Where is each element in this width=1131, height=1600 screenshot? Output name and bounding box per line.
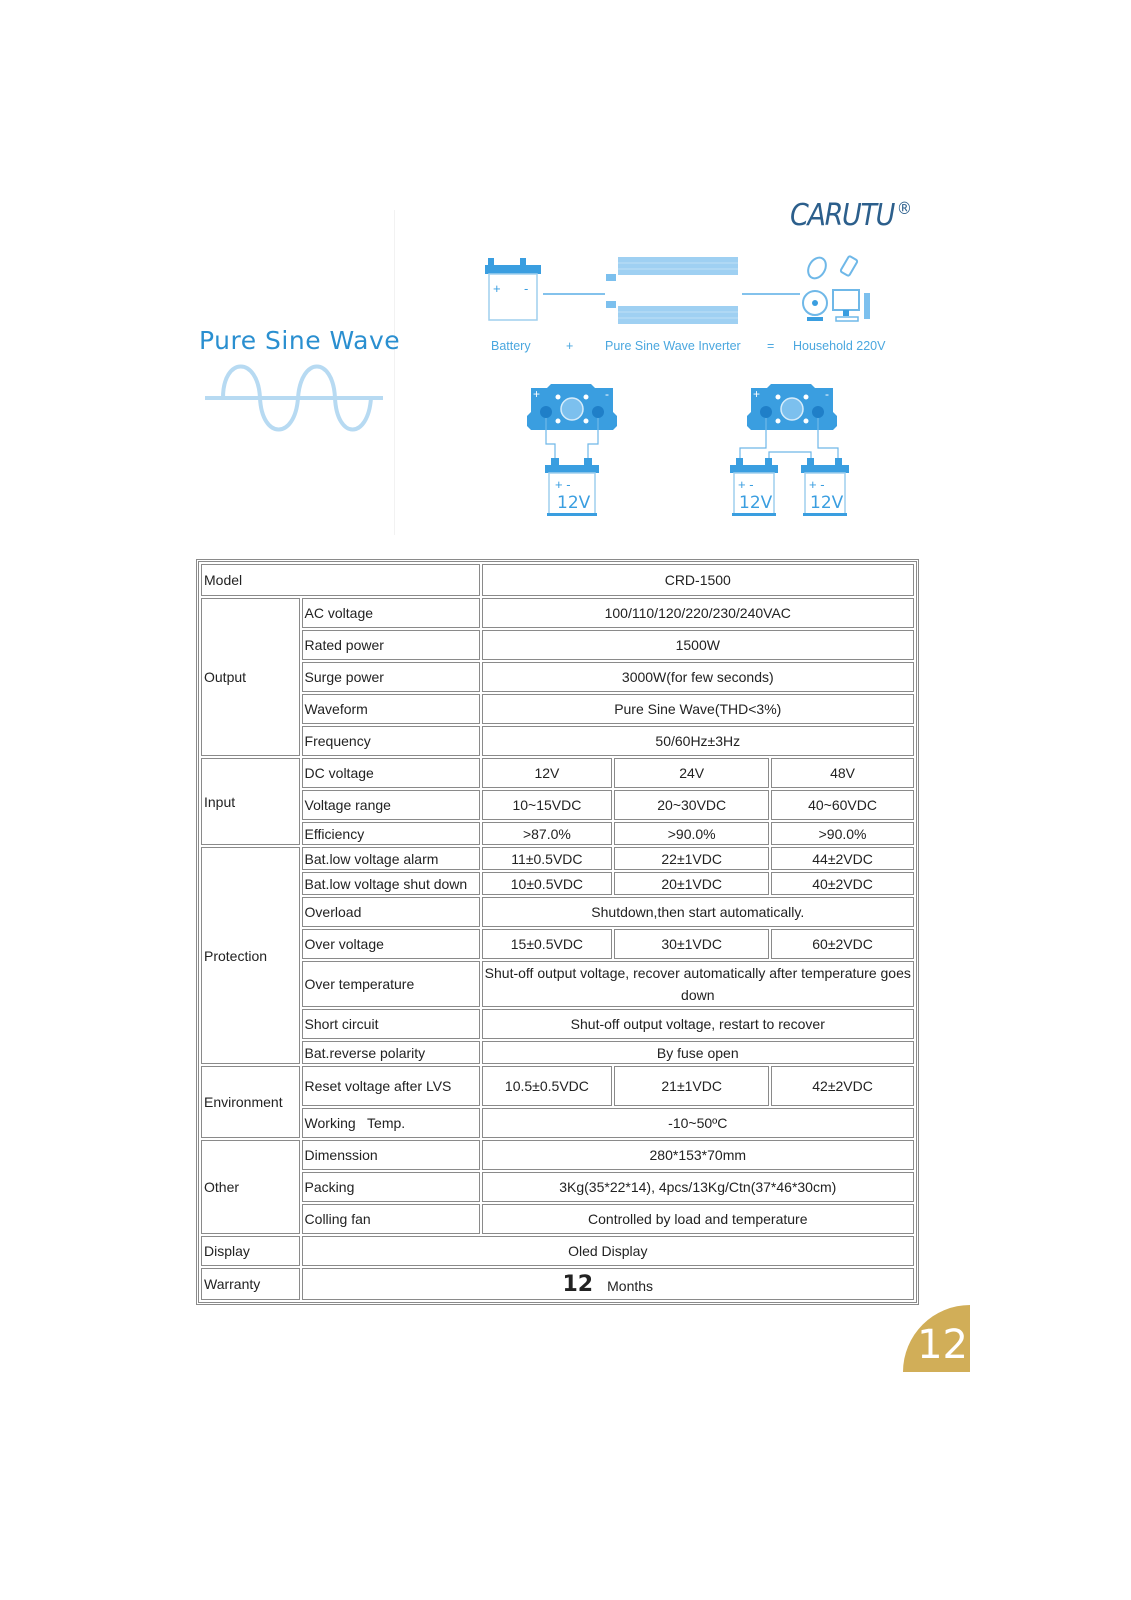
label-plus: + bbox=[566, 339, 574, 353]
value-12v: 15±0.5VDC bbox=[482, 929, 613, 959]
table-row bbox=[201, 758, 914, 788]
row-label: Bat.low voltage shut down bbox=[302, 872, 480, 895]
row-label: Bat.reverse polarity bbox=[302, 1041, 480, 1064]
row-label: Efficiency bbox=[302, 822, 480, 845]
value-12v: >87.0% bbox=[482, 822, 613, 845]
svg-text:-: - bbox=[825, 387, 829, 401]
warranty-unit: Months bbox=[607, 1277, 654, 1294]
value-12v: 10~15VDC bbox=[482, 790, 613, 820]
battery-12v-icon bbox=[545, 458, 599, 516]
table-row bbox=[201, 1108, 914, 1138]
row-label: Waveform bbox=[302, 694, 480, 724]
table-row bbox=[201, 1041, 914, 1064]
battery-12v-icon bbox=[801, 458, 849, 516]
table-row bbox=[201, 1204, 914, 1234]
table-row bbox=[201, 1066, 914, 1106]
svg-text:+ -: + - bbox=[738, 477, 754, 492]
value-12v: 10.5±0.5VDC bbox=[482, 1066, 613, 1106]
value-48v: 60±2VDC bbox=[771, 929, 914, 959]
row-label: Rated power bbox=[302, 630, 480, 660]
svg-text:+ -: + - bbox=[555, 477, 571, 492]
group-warranty: Warranty bbox=[201, 1268, 300, 1300]
registered-mark: ® bbox=[896, 199, 913, 219]
divider bbox=[394, 210, 395, 535]
group-environment: Environment bbox=[201, 1066, 300, 1138]
display-value: Oled Display bbox=[302, 1236, 914, 1266]
row-label: Dimenssion bbox=[302, 1140, 480, 1170]
label-equals: = bbox=[767, 339, 775, 353]
page-number-badge: 12 bbox=[903, 1305, 970, 1372]
svg-text:+: + bbox=[753, 387, 761, 401]
value-24v: 20~30VDC bbox=[614, 790, 769, 820]
model-label: Model bbox=[201, 564, 480, 596]
group-other: Other bbox=[201, 1140, 300, 1234]
svg-text:-: - bbox=[605, 387, 609, 401]
spec-table bbox=[196, 559, 919, 1305]
table-row bbox=[201, 630, 914, 660]
brand-logo: CARUTU ® bbox=[790, 198, 913, 233]
table-row bbox=[201, 897, 914, 927]
row-value: Pure Sine Wave(THD<3%) bbox=[482, 694, 914, 724]
table-row bbox=[201, 847, 914, 870]
sine-wave-icon bbox=[203, 362, 385, 434]
inverter-icon bbox=[606, 257, 738, 324]
row-value: 100/110/120/220/230/240VAC bbox=[482, 598, 914, 628]
table-row bbox=[201, 1009, 914, 1039]
row-value: Controlled by load and temperature bbox=[482, 1204, 914, 1234]
value-48v: 40~60VDC bbox=[771, 790, 914, 820]
value-12v: 12V bbox=[482, 758, 613, 788]
row-label: Over temperature bbox=[302, 961, 480, 1007]
table-row bbox=[201, 662, 914, 692]
single-battery-wiring-diagram bbox=[525, 382, 625, 522]
group-output: Output bbox=[201, 598, 300, 756]
inverter-top-icon bbox=[527, 384, 617, 430]
row-label: Overload bbox=[302, 897, 480, 927]
row-label: Colling fan bbox=[302, 1204, 480, 1234]
row-label: Bat.low voltage alarm bbox=[302, 847, 480, 870]
svg-text:-: - bbox=[524, 281, 529, 296]
value-48v: 40±2VDC bbox=[771, 872, 914, 895]
label-household: Household 220V bbox=[793, 339, 886, 353]
table-row bbox=[201, 1172, 914, 1202]
table-row bbox=[201, 961, 914, 1007]
inverter-top-icon bbox=[747, 384, 837, 430]
value-24v: 30±1VDC bbox=[614, 929, 769, 959]
row-label: AC voltage bbox=[302, 598, 480, 628]
value-12v: 11±0.5VDC bbox=[482, 847, 613, 870]
label-inverter: Pure Sine Wave Inverter bbox=[605, 339, 741, 353]
table-row-model bbox=[201, 564, 914, 596]
svg-text:12V: 12V bbox=[557, 493, 591, 513]
value-24v: 21±1VDC bbox=[614, 1066, 769, 1106]
row-value: 1500W bbox=[482, 630, 914, 660]
warranty-value bbox=[302, 1268, 914, 1300]
row-label: Short circuit bbox=[302, 1009, 480, 1039]
value-48v: >90.0% bbox=[771, 822, 914, 845]
row-value: Shut-off output voltage, recover automatically after temperature goes down bbox=[482, 961, 914, 1007]
value-24v: >90.0% bbox=[614, 822, 769, 845]
table-row bbox=[201, 694, 914, 724]
group-input: Input bbox=[201, 758, 300, 845]
row-label: Frequency bbox=[302, 726, 480, 756]
row-label: Working Temp. bbox=[302, 1108, 480, 1138]
row-value: 280*153*70mm bbox=[482, 1140, 914, 1170]
table-row bbox=[201, 872, 914, 895]
row-label: Over voltage bbox=[302, 929, 480, 959]
value-12v: 10±0.5VDC bbox=[482, 872, 613, 895]
household-appliances-icon bbox=[803, 255, 870, 321]
group-protection: Protection bbox=[201, 847, 300, 1064]
warranty-number: 12 bbox=[562, 1271, 594, 1297]
table-row bbox=[201, 1140, 914, 1170]
svg-text:+: + bbox=[493, 281, 501, 296]
value-48v: 48V bbox=[771, 758, 914, 788]
row-value: 50/60Hz±3Hz bbox=[482, 726, 914, 756]
group-display: Display bbox=[201, 1236, 300, 1266]
row-value: 3Kg(35*22*14), 4pcs/13Kg/Ctn(37*46*30cm) bbox=[482, 1172, 914, 1202]
row-label: Reset voltage after LVS bbox=[302, 1066, 480, 1106]
table-row bbox=[201, 929, 914, 959]
row-label: Voltage range bbox=[302, 790, 480, 820]
row-value: 3000W(for few seconds) bbox=[482, 662, 914, 692]
value-24v: 24V bbox=[614, 758, 769, 788]
svg-text:+ -: + - bbox=[809, 477, 825, 492]
dual-battery-wiring-diagram bbox=[725, 382, 855, 522]
row-label: Packing bbox=[302, 1172, 480, 1202]
row-value: Shut-off output voltage, restart to recover bbox=[482, 1009, 914, 1039]
table-row-warranty bbox=[201, 1268, 914, 1300]
label-battery: Battery bbox=[491, 339, 531, 353]
svg-text:12V: 12V bbox=[739, 493, 773, 513]
table-row bbox=[201, 790, 914, 820]
table-row-display bbox=[201, 1236, 914, 1266]
value-24v: 20±1VDC bbox=[614, 872, 769, 895]
row-label: DC voltage bbox=[302, 758, 480, 788]
model-value: CRD-1500 bbox=[482, 564, 914, 596]
table-row bbox=[201, 822, 914, 845]
table-row bbox=[201, 598, 914, 628]
row-value: Shutdown,then start automatically. bbox=[482, 897, 914, 927]
svg-text:+: + bbox=[533, 387, 541, 401]
row-value: -10~50ºC bbox=[482, 1108, 914, 1138]
value-48v: 42±2VDC bbox=[771, 1066, 914, 1106]
battery-icon bbox=[485, 258, 541, 320]
row-value: By fuse open bbox=[482, 1041, 914, 1064]
flow-diagram bbox=[480, 255, 880, 330]
battery-12v-icon bbox=[730, 458, 778, 516]
row-label: Surge power bbox=[302, 662, 480, 692]
value-48v: 44±2VDC bbox=[771, 847, 914, 870]
table-row bbox=[201, 726, 914, 756]
svg-text:12V: 12V bbox=[810, 493, 844, 513]
pure-sine-wave-title: Pure Sine Wave bbox=[199, 326, 401, 355]
value-24v: 22±1VDC bbox=[614, 847, 769, 870]
